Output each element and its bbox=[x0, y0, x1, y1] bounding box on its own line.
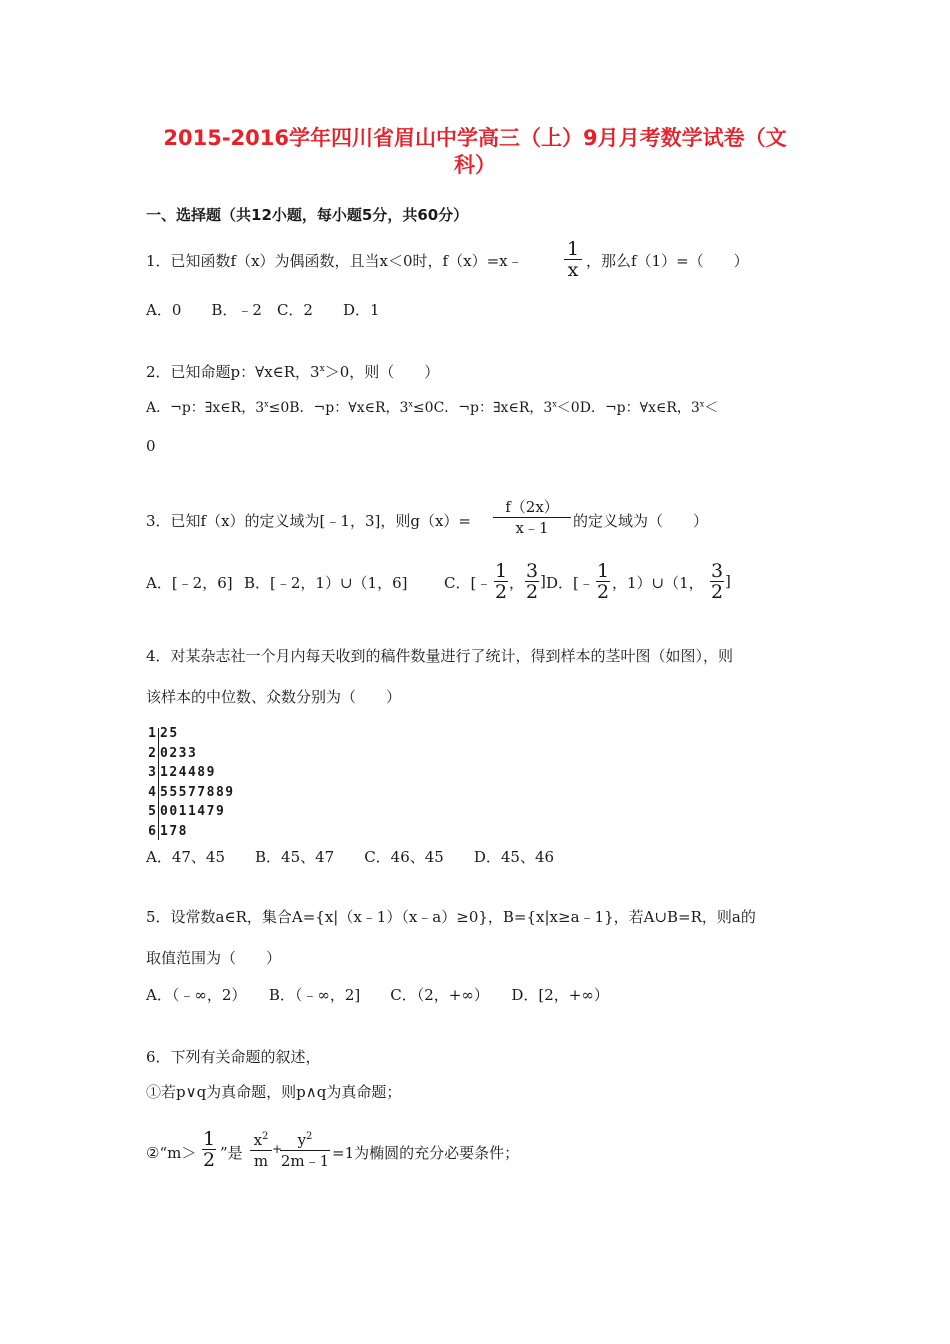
leaf-values: 25 bbox=[160, 726, 179, 741]
section-heading: 一、选择题（共12小题，每小题5分，共60分） bbox=[146, 206, 469, 224]
q6-f1-num: 1 bbox=[202, 1128, 216, 1150]
q1-frac-num: 1 bbox=[566, 238, 580, 260]
q2-opt-b-sup: x bbox=[408, 399, 413, 409]
q2-stem-text: 2．已知命题p：∀x∈R，3 bbox=[146, 363, 320, 381]
q3-d-f2-num: 3 bbox=[710, 560, 724, 582]
q1-frac-den: x bbox=[567, 259, 579, 281]
leaf-values: 0011479 bbox=[160, 804, 226, 819]
q2-opt-c-sup: x bbox=[552, 399, 557, 409]
q6-f2-num: x bbox=[253, 1131, 263, 1149]
q6-frac-y2 bbox=[280, 1127, 330, 1171]
q3-d-f1-num: 1 bbox=[596, 560, 610, 582]
q3-option-c-frac1 bbox=[494, 561, 508, 602]
q1-suffix: ，那么f（1）=（ ） bbox=[586, 252, 749, 270]
q6-f3-sup: 2 bbox=[306, 1131, 313, 1142]
q6-line1: 6．下列有关命题的叙述， bbox=[146, 1048, 321, 1066]
q6-plus: + bbox=[272, 1142, 283, 1156]
q2-option-b bbox=[289, 400, 433, 416]
q1-fraction bbox=[564, 239, 582, 280]
q2-stem bbox=[146, 361, 439, 382]
q3-fraction bbox=[493, 497, 571, 538]
q3-d-f2-den: 2 bbox=[710, 581, 724, 603]
q1-options: A．0 B．﹣2 C．2 D．1 bbox=[146, 301, 380, 319]
q4-options: A．47、45 B．45、47 C．46、45 D．45、46 bbox=[146, 848, 555, 866]
q2-opt-b-end: ≤0 bbox=[412, 400, 434, 416]
q2-opt-c-text: C．¬p：∃x∈R，3 bbox=[433, 400, 553, 416]
q2-opt-b-text: B．¬p：∀x∈R，3 bbox=[289, 400, 409, 416]
leaf-values: 55577889 bbox=[160, 784, 235, 800]
q3-c-f1-den: 2 bbox=[494, 581, 508, 603]
q3-option-d-pre: D．[﹣ bbox=[546, 574, 594, 592]
q5-line1: 5．设常数a∈R，集合A={x|（x﹣1）（x﹣a）≥0}，B={x|x≥a﹣1}，若A∪B=R，则a的 bbox=[146, 908, 756, 926]
q3-option-d-end: ] bbox=[725, 572, 731, 590]
q3-frac-num: f（2x） bbox=[505, 498, 559, 516]
q3-suffix: 的定义域为（ ） bbox=[573, 512, 709, 530]
q6-frac-x2-m bbox=[250, 1127, 272, 1171]
q6-f2-sup: 2 bbox=[262, 1131, 269, 1142]
page-title-line2: 科） bbox=[454, 153, 496, 177]
page-title-line1: 2015-2016学年四川省眉山中学高三（上）9月月考数学试卷（文 bbox=[163, 126, 787, 150]
stem-leaf-divider bbox=[158, 728, 159, 840]
q3-c-f2-den: 2 bbox=[525, 581, 539, 603]
stem-value: 5 bbox=[148, 804, 156, 819]
q3-option-d-frac1 bbox=[596, 561, 610, 602]
q2-opt-d-sup: x bbox=[699, 399, 705, 409]
q2-opt-a-sup: x bbox=[264, 399, 269, 409]
q2-opt-d-text: D．¬p：∀x∈R，3 bbox=[579, 400, 700, 416]
q6-f2-den: m bbox=[253, 1152, 269, 1170]
q2-option-a bbox=[146, 400, 289, 416]
q6-frac-half bbox=[202, 1129, 216, 1170]
q3-option-c-frac2 bbox=[525, 561, 539, 602]
q6-item1: ①若p∨q为真命题，则p∧q为真命题； bbox=[146, 1083, 402, 1101]
q6-item2-end: =1为椭圆的充分必要条件； bbox=[332, 1144, 520, 1162]
q2-opt-c-end: ＜0 bbox=[556, 400, 580, 416]
q2-stem-end: ＞0，则（ ） bbox=[324, 363, 440, 381]
leaf-values: 124489 bbox=[160, 765, 216, 780]
q3-option-a: A．[﹣2，6] bbox=[146, 574, 233, 592]
q3-option-c-pre: C．[﹣ bbox=[444, 574, 492, 592]
q2-option-d bbox=[580, 400, 719, 416]
q3-option-b: B．[﹣2，1）∪（1，6] bbox=[244, 574, 408, 592]
stem-value: 3 bbox=[148, 765, 156, 780]
q2-wrap: 0 bbox=[146, 437, 156, 455]
q3-c-f1-num: 1 bbox=[494, 560, 508, 582]
stem-value: 2 bbox=[148, 745, 156, 761]
stem-value: 4 bbox=[148, 784, 156, 800]
q4-line1: 4．对某杂志社一个月内每天收到的稿件数量进行了统计，得到样本的茎叶图（如图），则 bbox=[146, 647, 734, 665]
q3-option-c-mid: ， bbox=[509, 574, 525, 592]
stem-value: 6 bbox=[148, 823, 156, 839]
q3-d-f1-den: 2 bbox=[596, 581, 610, 603]
leaf-values: 0233 bbox=[160, 745, 198, 761]
q3-option-d-mid: ，1）∪（1， bbox=[612, 574, 704, 592]
q2-opt-a-text: A．¬p：∃x∈R，3 bbox=[146, 400, 265, 416]
q2-option-c bbox=[434, 400, 580, 416]
q3-frac-den: x﹣1 bbox=[515, 519, 549, 537]
q3-prefix: 3．已知f（x）的定义域为[﹣1，3]，则g（x）= bbox=[146, 512, 471, 530]
q1-prefix: 1．已知函数f（x）为偶函数，且当x＜0时，f（x）=x﹣ bbox=[146, 252, 523, 270]
q2-options bbox=[146, 397, 718, 417]
q6-f3-den: 2m﹣1 bbox=[280, 1152, 330, 1170]
q5-line2: 取值范围为（ ） bbox=[146, 949, 282, 967]
q2-opt-a-end: ≤0 bbox=[268, 400, 290, 416]
q6-f3-num: y bbox=[297, 1131, 307, 1149]
q3-option-d-frac2 bbox=[710, 561, 724, 602]
q3-c-f2-num: 3 bbox=[525, 560, 539, 582]
leaf-values: 178 bbox=[160, 823, 188, 839]
q2-opt-d-end: ＜ bbox=[704, 400, 719, 416]
stem-value: 1 bbox=[148, 726, 156, 741]
q6-f1-den: 2 bbox=[202, 1149, 216, 1171]
q6-item2-mid: ”是 bbox=[220, 1144, 243, 1162]
q2-sup: x bbox=[319, 364, 325, 374]
q5-options: A．（﹣∞，2） B．（﹣∞，2] C．（2，+∞） D．[2，+∞） bbox=[146, 986, 609, 1004]
q4-line2: 该样本的中位数、众数分别为（ ） bbox=[146, 688, 402, 706]
q6-item2-pre: ②“m＞ bbox=[146, 1144, 197, 1162]
q3-option-c-end: ] bbox=[540, 572, 546, 590]
